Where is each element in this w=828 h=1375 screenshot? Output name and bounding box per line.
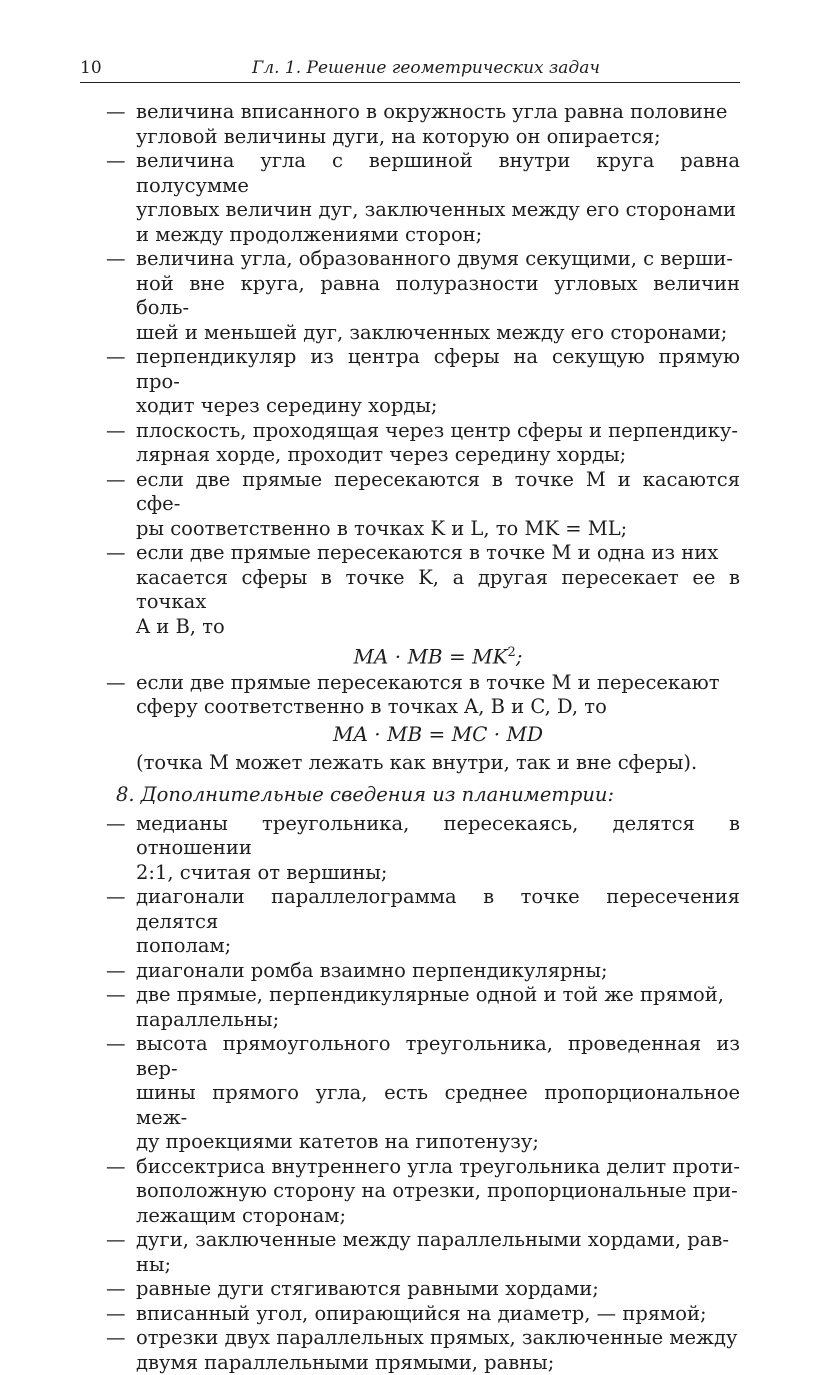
text-line: и между продолжениями сторон; <box>136 222 483 246</box>
list-item <box>80 1155 740 1229</box>
text-line: сферу соответственно в точках A, B и C, D, то <box>136 695 607 719</box>
text-line: воположную сторону на отрезки, пропорциональные при- <box>136 1179 738 1203</box>
list-item <box>80 541 740 639</box>
list-item <box>80 959 740 984</box>
list-item <box>80 1228 740 1277</box>
page-number: 10 <box>80 58 102 78</box>
property-list-b <box>80 671 740 720</box>
text-line: плоскость, проходящая через центр сферы и перпендику- <box>136 418 738 442</box>
text-line: касается сферы в точке K, а другая пересекает ее в точках <box>136 565 740 613</box>
text-line: отрезки двух параллельных прямых, заключенные между <box>136 1326 738 1350</box>
text-line: A и B, то <box>136 614 225 638</box>
list-item <box>80 100 740 149</box>
list-item <box>80 812 740 886</box>
dash-bullet: — <box>106 541 126 564</box>
text-line: диагонали параллелограмма в точке пересечения делятся <box>136 885 740 933</box>
text-line: 2:1, считая от вершины; <box>136 860 388 884</box>
dash-bullet: — <box>106 1032 126 1056</box>
list-item <box>80 468 740 542</box>
text-line: диагонали ромба взаимно перпендикулярны; <box>136 958 608 982</box>
text-line: угловой величины дуги, на которую он опирается; <box>136 124 661 148</box>
text-line: лежащим сторонам; <box>136 1203 347 1227</box>
text-line: если две прямые пересекаются в точке M и одна из них <box>136 541 719 564</box>
dash-bullet: — <box>106 885 126 909</box>
dash-bullet: — <box>106 958 126 982</box>
text-line: если две прямые пересекаются в точке M и пересекают <box>136 670 720 694</box>
dash-bullet: — <box>106 1277 126 1301</box>
text-line: медианы треугольника, пересекаясь, делятся в отношении <box>136 811 740 860</box>
text-line: дуги, заключенные между параллельными хордами, рав- <box>136 1228 729 1252</box>
dash-bullet: — <box>106 1301 126 1325</box>
chapter-title: Гл. 1. Решение геометрических задач <box>252 58 600 78</box>
list-item <box>80 247 740 345</box>
note-paragraph: (точка M может лежать как внутри, так и вне сферы). <box>136 750 698 774</box>
list-item <box>80 149 740 247</box>
page-content <box>80 100 740 1375</box>
text-line: ходит через середину хорды; <box>136 394 438 417</box>
text-line: величина угла с вершиной внутри круга равна полусумме <box>136 149 740 197</box>
text-line: величина вписанного в окружность угла равна половине <box>136 100 728 123</box>
text-line: перпендикуляр из центра сферы на секущую прямую про- <box>136 345 740 393</box>
list-item <box>80 1326 740 1375</box>
text-line: двумя параллельными прямыми, равны; <box>136 1350 555 1374</box>
text-line: ной вне круга, равна полуразности угловых величин боль- <box>136 271 740 319</box>
dash-bullet: — <box>106 247 126 270</box>
list-item <box>80 1277 740 1302</box>
text-line: две прямые, перпендикулярные одной и той же прямой, <box>136 983 724 1007</box>
text-line: шины прямого угла, есть среднее пропорциональное меж- <box>136 1081 740 1129</box>
text-line: величина угла, образованного двумя секущими, с верши- <box>136 247 733 270</box>
dash-bullet: — <box>106 811 126 835</box>
dash-bullet: — <box>106 1228 126 1252</box>
list-item <box>80 1032 740 1155</box>
dash-bullet: — <box>106 418 126 442</box>
formula-mk: MA · MB = $MK^2$; <box>353 644 523 669</box>
text-line: пополам; <box>136 934 232 958</box>
dash-bullet: — <box>106 345 126 368</box>
property-list-c <box>80 812 740 1375</box>
list-item <box>80 983 740 1032</box>
text-line: высота прямоугольного треугольника, проведенная из вер- <box>136 1032 740 1080</box>
text-line: равные дуги стягиваются равными хордами; <box>136 1277 599 1301</box>
dash-bullet: — <box>106 1154 126 1178</box>
dash-bullet: — <box>106 983 126 1007</box>
list-item <box>80 419 740 468</box>
text-line: ны; <box>136 1252 172 1276</box>
property-list-a <box>80 100 740 639</box>
text-line: биссектриса внутреннего угла треугольника делит проти- <box>136 1154 740 1178</box>
list-item <box>80 885 740 959</box>
text-line: если две прямые пересекаются в точке M и касаются сфе- <box>136 467 740 515</box>
formula-mc-md: MA · MB = MC · MD <box>332 721 543 746</box>
text-line: параллельны; <box>136 1007 280 1031</box>
text-line: вписанный угол, опирающийся на диаметр, — прямой; <box>136 1301 707 1325</box>
dash-bullet: — <box>106 149 126 172</box>
section-title: 8. Дополнительные сведения из планиметрии: <box>116 782 615 806</box>
dash-bullet: — <box>106 100 126 123</box>
list-item <box>80 671 740 720</box>
text-line: ры соответственно в точках K и L, то MK = ML; <box>136 516 628 540</box>
text-line: лярная хорде, проходит через середину хорды; <box>136 443 627 466</box>
running-header <box>80 56 740 83</box>
dash-bullet: — <box>106 1326 126 1350</box>
dash-bullet: — <box>106 670 126 694</box>
text-line: угловых величин дуг, заключенных между его сторонами <box>136 198 737 221</box>
list-item <box>80 1302 740 1327</box>
text-line: шей и меньшей дуг, заключенных между его сторонами; <box>136 320 728 344</box>
text-line: ду проекциями катетов на гипотенузу; <box>136 1130 539 1154</box>
dash-bullet: — <box>106 467 126 491</box>
list-item <box>80 345 740 419</box>
